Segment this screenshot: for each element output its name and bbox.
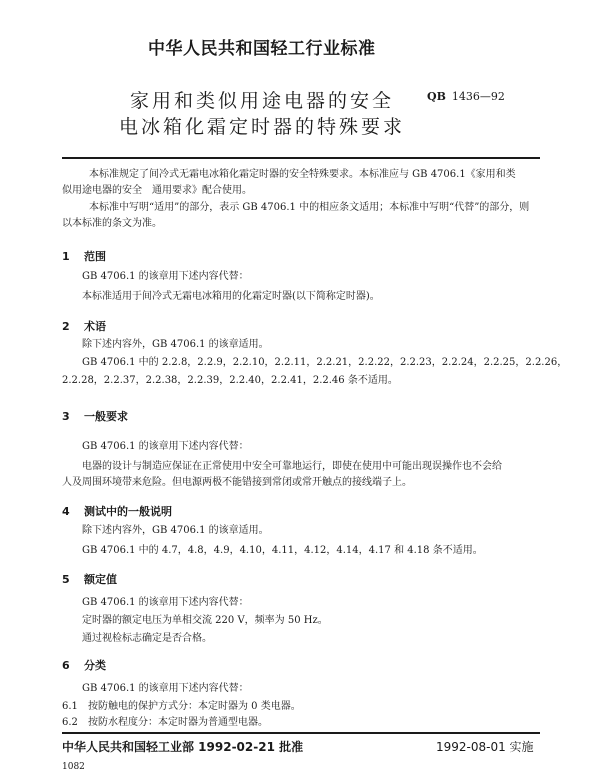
- page-number: 1082: [62, 762, 85, 772]
- intro-paragraph-1-line1: 本标准规定了间冷式无霜电冰箱化霜定时器的安全特殊要求。本标准应与 GB 4706.1《家用和类: [89, 169, 516, 180]
- standard-prefix: QB: [427, 90, 446, 103]
- section-number: 1: [62, 250, 70, 263]
- section-title: 分类: [84, 659, 106, 672]
- section-number: 5: [62, 573, 70, 586]
- clause-6-2: [62, 716, 268, 730]
- section-4-heading: [62, 503, 172, 519]
- section-title: 一般要求: [84, 410, 128, 423]
- section-3-line-1: GB 4706.1 的该章用下述内容代替：: [82, 441, 249, 452]
- section-number: 6: [62, 659, 70, 672]
- section-1-line-2: 本标准适用于间冷式无霜电冰箱用的化霜定时器(以下简称定时器)。: [82, 291, 380, 302]
- effective-date: 1992-08-01 实施: [436, 740, 534, 754]
- section-title: 范围: [84, 250, 106, 263]
- clause-text: 按防触电的保护方式分：本定时器为 0 类电器。: [88, 701, 301, 712]
- clause-number: 6.2: [62, 717, 78, 728]
- section-3-line-3: 人及周围环境带来危险。但电源两极不能错接到常闭或常开触点的接线端子上。: [62, 477, 412, 488]
- section-5-line-1: GB 4706.1 的该章用下述内容代替：: [82, 597, 249, 608]
- section-5-line-3: 通过视检标志确定是否合格。: [82, 633, 212, 644]
- section-1-heading: [62, 248, 106, 264]
- clause-6-1: [62, 700, 301, 714]
- section-2-line-2: GB 4706.1 中的 2.2.8，2.2.9，2.2.10，2.2.11，2.2.21，2.2.22，2.2.23，2.2.24，2.2.25，2.2.26，: [82, 357, 568, 368]
- section-number: 3: [62, 410, 70, 423]
- standard-title-line2: 电冰箱化霜定时器的特殊要求: [119, 116, 406, 138]
- section-title: 术语: [84, 320, 106, 333]
- section-2-line-1: 除下述内容外，GB 4706.1 的该章适用。: [82, 339, 269, 350]
- footer-divider: [62, 732, 540, 734]
- issuing-authority-header: 中华人民共和国轻工行业标准: [148, 39, 376, 59]
- section-1-line-1: GB 4706.1 的该章用下述内容代替：: [82, 271, 249, 282]
- section-title: 额定值: [84, 573, 117, 586]
- clause-text: 按防水程度分：本定时器为普通型电器。: [88, 717, 268, 728]
- section-3-heading: [62, 408, 128, 424]
- intro-paragraph-1-line2: 似用途电器的安全 通用要求》配合使用。: [62, 185, 252, 196]
- section-6-heading: [62, 657, 106, 673]
- section-title: 测试中的一般说明: [84, 505, 172, 518]
- section-number: 4: [62, 505, 70, 518]
- header-divider: [62, 157, 540, 159]
- standard-title-line1: 家用和类似用途电器的安全: [130, 90, 395, 112]
- standard-number: [427, 90, 505, 103]
- section-5-line-2: 定时器的额定电压为单相交流 220 V，频率为 50 Hz。: [82, 615, 328, 626]
- section-6-line-1: GB 4706.1 的该章用下述内容代替：: [82, 683, 249, 694]
- section-5-heading: [62, 571, 117, 587]
- section-4-line-1: 除下述内容外，GB 4706.1 的该章适用。: [82, 525, 269, 536]
- section-3-line-2: 电器的设计与制造应保证在正常使用中安全可靠地运行，即使在使用中可能出现误操作也不会给: [82, 461, 502, 472]
- section-number: 2: [62, 320, 70, 333]
- standard-code: 1436—92: [451, 90, 505, 103]
- approval-date: 中华人民共和国轻工业部 1992-02-21 批准: [62, 740, 304, 754]
- intro-paragraph-2-line1: 本标准中写明“适用”的部分，表示 GB 4706.1 中的相应条文适用；本标准中写明“代替”的部分，则: [89, 202, 530, 213]
- clause-number: 6.1: [62, 701, 78, 712]
- section-2-heading: [62, 318, 106, 334]
- intro-paragraph-2-line2: 以本标准的条文为准。: [62, 218, 162, 229]
- section-2-line-3: 2.2.28，2.2.37，2.2.38，2.2.39，2.2.40，2.2.41，2.2.46 条不适用。: [62, 375, 398, 386]
- section-4-line-2: GB 4706.1 中的 4.7，4.8，4.9，4.10，4.11，4.12，4.14，4.17 和 4.18 条不适用。: [82, 545, 483, 556]
